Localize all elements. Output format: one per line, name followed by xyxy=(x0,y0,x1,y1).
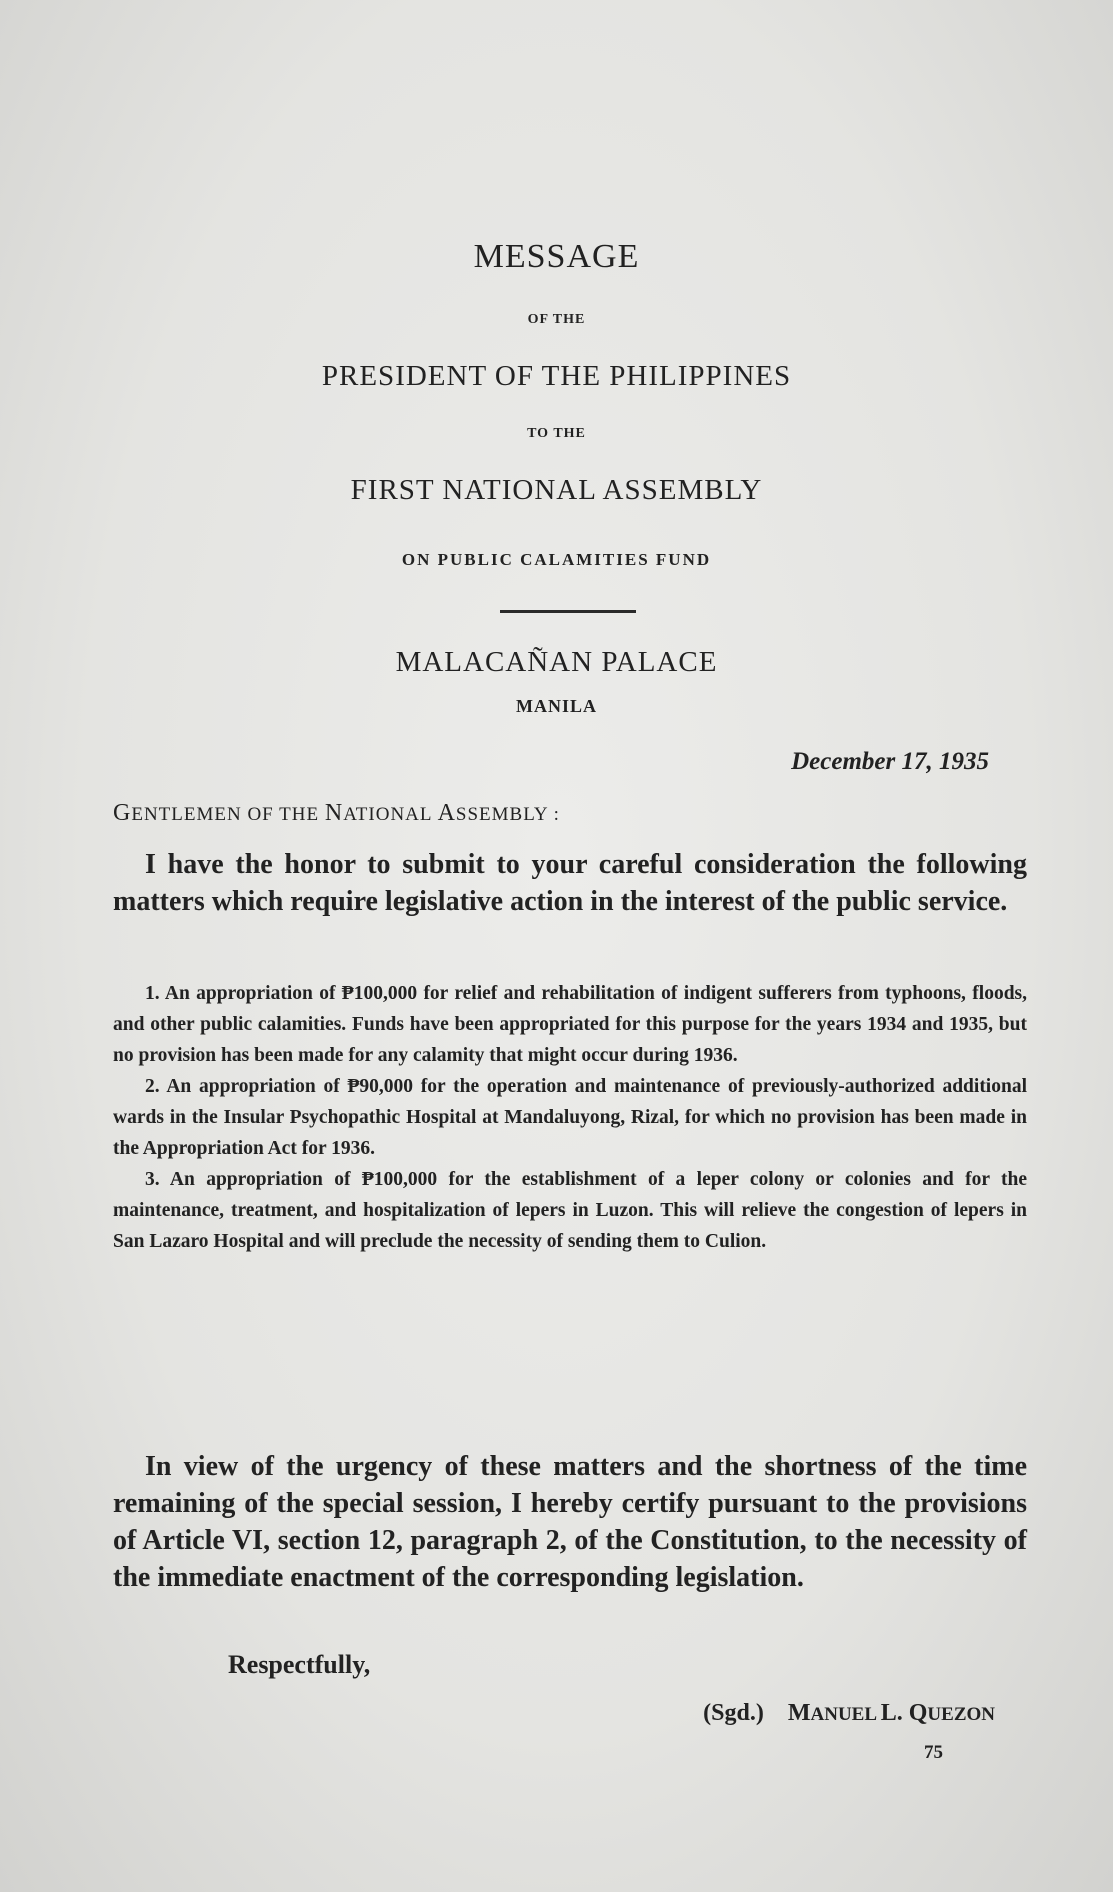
heading-title: MESSAGE xyxy=(473,238,640,275)
palace-name: MALACAÑAN PALACE xyxy=(395,646,718,678)
heading-subject: ON PUBLIC CALAMITIES FUND xyxy=(401,550,712,569)
heading-of-the: OF THE xyxy=(527,312,586,327)
city-name: MANILA xyxy=(516,696,597,716)
list-item: 1. An appropriation of ₱100,000 for relief and rehabilitation of indigent sufferers from typhoons, floods, and other public calamities. Funds have been appropriated for this purpose for the years 1934 and 1935, but no provision has been made for any calamity that might occur during 1936. xyxy=(113,983,1027,1066)
list-item: 2. An appropriation of ₱90,000 for the operation and maintenance of previously-authorized additional wards in the Insular Psychopathic Hospital at Mandaluyong, Rizal, for which no provision has been made in the Appropriation Act for 1936. xyxy=(113,1076,1027,1159)
closing-paragraph: In view of the urgency of these matters and the shortness of the time remaining of the special session, I hereby certify pursuant to the provisions of Article VI, section 12, paragraph 2, of the Constitution, to the necessity of the immediate enactment of the corresponding legislation. xyxy=(113,1451,1027,1593)
heading-assembly: FIRST NATIONAL ASSEMBLY xyxy=(350,474,763,506)
letter-date: December 17, 1935 xyxy=(791,748,989,775)
heading-to-the: TO THE xyxy=(527,426,586,441)
list-item: 3. An appropriation of ₱100,000 for the establishment of a leper colony or colonies and for the maintenance, treatment, and hospitalization of lepers in Luzon. This will relieve the congestion of lepers in San Lazaro Hospital and will preclude the necessity of sending them to Culion. xyxy=(113,1169,1027,1252)
heading-office: PRESIDENT OF THE PHILIPPINES xyxy=(321,360,792,392)
page-number: 75 xyxy=(924,1742,943,1763)
salutation: GENTLEMEN OF THE NATIONAL ASSEMBLY : xyxy=(113,800,560,826)
divider-rule xyxy=(500,610,636,613)
intro-paragraph: I have the honor to submit to your careful consideration the following matters which require legislative action in the interest of the public service. xyxy=(113,849,1027,917)
signature: (Sgd.) MANUEL L. QUEZON xyxy=(703,1700,995,1726)
valediction: Respectfully, xyxy=(228,1650,371,1679)
items-list xyxy=(113,978,1027,1257)
